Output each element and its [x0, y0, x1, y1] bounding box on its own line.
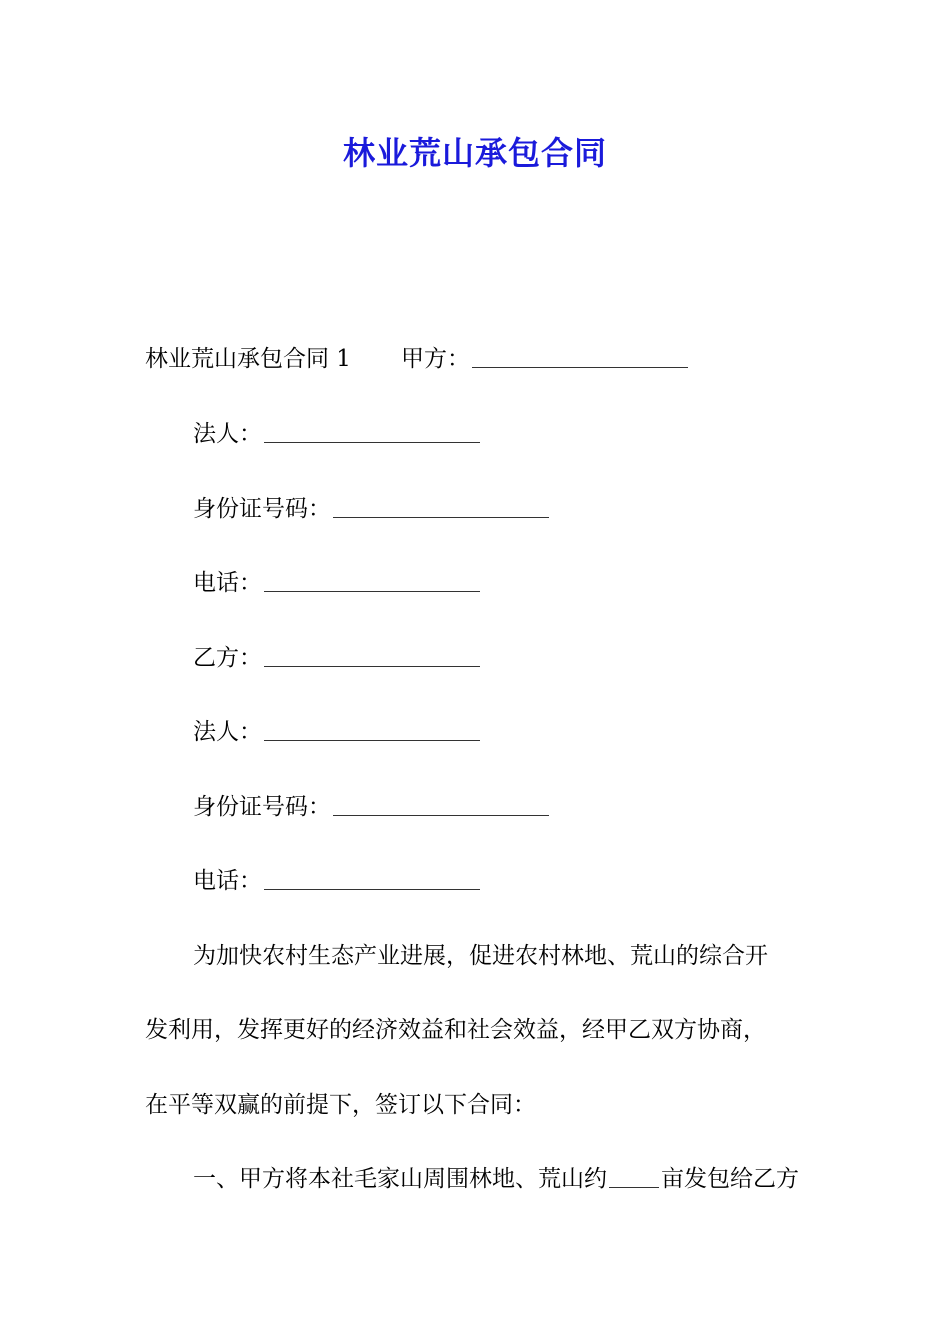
party-a-legal-line — [193, 419, 480, 449]
intro-paragraph-line-1: 为加快农村生态产业进展，促进农村林地、荒山的综合开 — [193, 943, 768, 969]
clause-1-part-1: 一、甲方将本社毛家山周围林地、荒山约 — [193, 1166, 607, 1192]
party-a-legal-label: 法人： — [193, 421, 262, 447]
party-a-id-blank — [333, 497, 549, 518]
party-b-label: 乙方： — [193, 645, 262, 671]
intro-paragraph-line-2: 发利用，发挥更好的经济效益和社会效益，经甲乙双方协商， — [145, 1017, 766, 1043]
intro-paragraph-line-3: 在平等双赢的前提下，签订以下合同： — [145, 1092, 536, 1118]
party-b-phone-blank — [264, 869, 480, 890]
party-b-line — [193, 643, 480, 673]
clause-1-line — [193, 1164, 799, 1194]
party-a-phone-blank — [264, 571, 480, 592]
party-b-id-blank — [333, 795, 549, 816]
party-b-phone-line — [193, 866, 480, 896]
party-b-id-label: 身份证号码： — [193, 794, 331, 820]
party-a-blank — [472, 347, 688, 368]
party-b-legal-line — [193, 717, 480, 747]
party-a-label: 甲方： — [400, 346, 470, 372]
party-a-id-line — [193, 494, 549, 524]
party-a-phone-label: 电话： — [193, 570, 262, 596]
party-b-id-line — [193, 792, 549, 822]
contract-header-line — [145, 344, 688, 374]
party-a-phone-line — [193, 568, 480, 598]
acreage-blank — [609, 1167, 659, 1188]
party-b-legal-blank — [264, 720, 480, 741]
party-a-id-label: 身份证号码： — [193, 496, 331, 522]
party-b-blank — [264, 646, 480, 667]
party-b-legal-label: 法人： — [193, 719, 262, 745]
party-b-phone-label: 电话： — [193, 868, 262, 894]
clause-1-part-2: 亩发包给乙方 — [661, 1166, 799, 1192]
document-title: 林业荒山承包合同 — [342, 134, 607, 172]
contract-ref: 林业荒山承包合同 1 — [145, 346, 351, 372]
party-a-legal-blank — [264, 422, 480, 443]
